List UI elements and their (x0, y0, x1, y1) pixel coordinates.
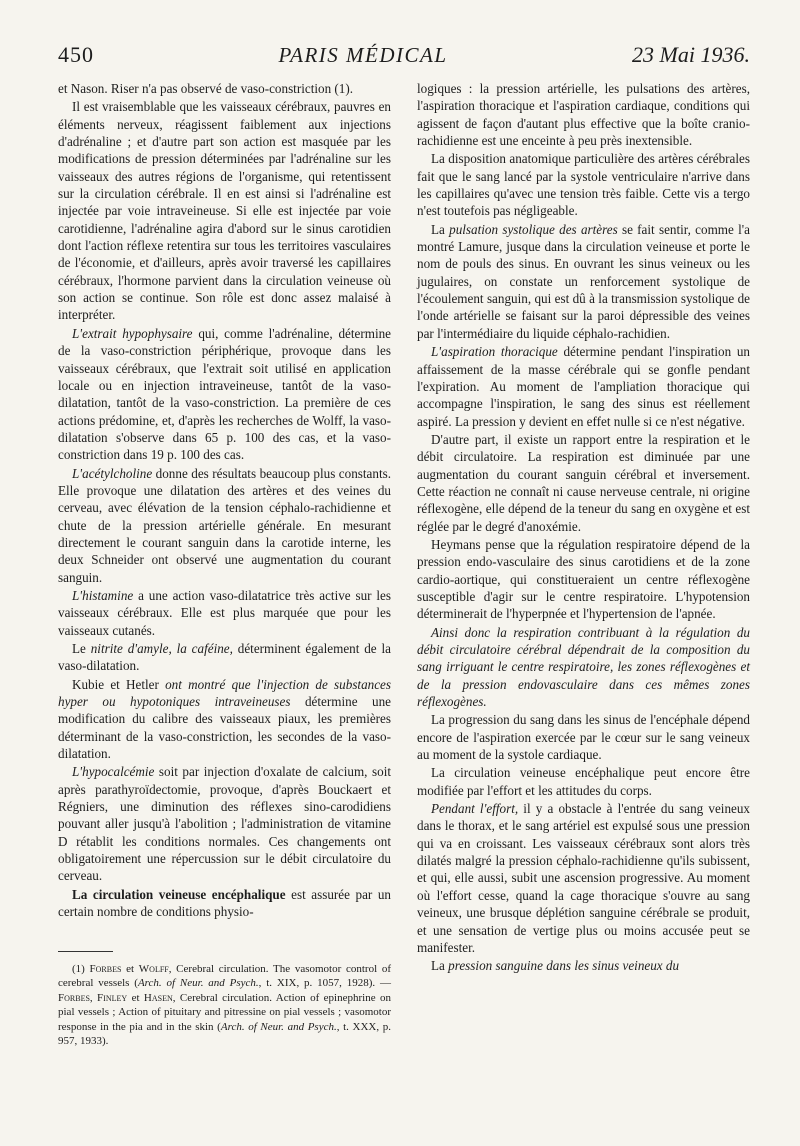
text-run: , t. XIX, p. 1057, 1928). — (258, 977, 391, 989)
paragraph: logiques : la pression artérielle, les pulsations des artères, l'aspiration thoracique et l'aspiration cardiaque, conditions qui agissent de façon d'autant plus effective que la boîte cranio-rachidienne est une enceinte à peu près inextensible. (417, 81, 750, 149)
journal-title: PARIS MÉDICAL (278, 43, 448, 67)
author-name: Wolff (138, 962, 169, 975)
paragraph: La progression du sang dans les sinus de l'encéphale dépend encore de l'aspiration exercée par le cœur sur le sang veineux au moment de la systole cardiaque. (417, 712, 750, 763)
text-run: déterminent également de la vaso-dilatation. (58, 641, 391, 674)
paragraph (417, 343, 750, 430)
paragraph: D'autre part, il existe un rapport entre la respiration et le débit circulatoire. La respiration est diminuée par une augmentation du courant sanguin cérébral et inversement. Cette réaction ne connaît ni cause nerveuse centrale, ni origine réflexogène, elle dépend de la teneur du sang en oxygène et est réglée par le degré d'anoxémie. (417, 431, 750, 534)
emphasis: nitrite d'amyle, la caféine, (90, 641, 233, 656)
emphasis: L'hypocalcémie (72, 764, 155, 780)
paragraph (58, 587, 391, 639)
text-run: Le (72, 641, 91, 656)
text-run: soit par injection d'oxalate de calcium, soit après parathyroïdectomie, provoque, d'après Bouckaert et Régniers, une diminution des réflexes sino-carodidiens pouvant aller jusqu'à l'abolition ; l'administration de vitamine D rétablit les conditions normales. Ces changements ont obligatoirement une répercussion sur le débit circulatoire du cerveau. (58, 764, 391, 884)
author-name: Forbes, Finley (58, 991, 128, 1004)
emphasis: pression sanguine dans les sinus veineux du (448, 958, 680, 974)
emphasis: pulsation systolique des artères (449, 221, 618, 237)
text-run: La (431, 221, 450, 237)
text-run: , t. XXX, p. 957, 1933). (58, 1020, 392, 1047)
paragraph: Heymans pense que la régulation respiratoire dépend de la pression endo-vasculaire des sinus carotidiens et de la zone cardio-aortique, qui constitueraient un centre réflexogène susceptible d'agir sur le centre respiratoire. L'hypotension déterminerait de l'hyperpnée et l'hypertension de l'apnée. (417, 536, 750, 622)
text-run: se fait sentir, comme l'a montré Lamure, jusque dans la circulation veineuse et porte le nom de pouls des sinus. En ouvrant les sinus veineux ou les jugulaires, on constate un renforcement systolique de l'écoulement sanguin, qui est dû à la transmission systolique de l'onde artérielle se faisant sur la paroi dépressible des veines par l'intermédiaire du liquide céphalo-rachidien. (417, 221, 750, 341)
left-column (58, 80, 391, 1049)
paragraph (417, 221, 750, 342)
paragraph (417, 800, 750, 956)
paragraph: La circulation veineuse encéphalique peut encore être modifiée par l'effort et les attitudes du corps. (417, 765, 750, 798)
journal-ref: Arch. of Neur. and Psych. (137, 977, 259, 989)
paragraph (58, 886, 391, 921)
emphasis: L'aspiration thoracique (431, 344, 558, 360)
italic-paragraph: Ainsi donc la respiration contribuant à la régulation du débit circulatoire cérébral dépendrait de la composition du sang irriguant le centre respiratoire, les zones réflexogènes et de la pression endovasculaire dans ces mêmes zones réflexogènes. (417, 624, 750, 710)
right-column (417, 80, 750, 1049)
text-run: et (121, 962, 139, 975)
footnote-rule (58, 951, 113, 952)
text-run: a une action vaso-dilatatrice très active sur les vaisseaux cérébraux. Elle est plus marquée que pour les vaisseaux cutanés. (58, 587, 391, 638)
section-heading: La circulation veineuse encéphalique (72, 886, 286, 902)
paragraph (58, 676, 391, 763)
issue-date: 23 Mai 1936. (632, 42, 750, 67)
page-number: 450 (58, 42, 94, 67)
paragraph: La disposition anatomique particulière des artères cérébrales fait que le sang lancé par la systole ventriculaire n'arrive dans les capillaires qu'avec une tension très faible. Cette vis a tergo n'est toutefois pas négligeable. (417, 151, 750, 219)
text-run: est assurée par un certain nombre de conditions physio- (58, 886, 391, 920)
running-header (58, 42, 750, 78)
text-run: qui, comme l'adrénaline, détermine de la vaso-constriction périphérique, provoque dans les vaisseaux cérébraux, que l'extrait soit utilisé en application locale ou en injection intraveineuse, tantôt de la vaso-dilatation, tantôt de la vaso-constriction. La première de ces actions prédomine, et, d'après les recherches de Wolff, la vaso-dilatation s'observe dans 65 p. 100 des cas, et la vaso-constriction dans 19 p. 100 des cas. (58, 325, 391, 463)
journal-ref: Arch. of Neur. and Psych. (220, 1020, 337, 1033)
paragraph: Il est vraisemblable que les vaisseaux cérébraux, pauvres en éléments nerveux, réagissent faiblement aux injections d'adrénaline ; et d'autre part son action est masquée par les modifications de pression déterminées par l'adrénaline sur les vaisseaux des autres régions de l'organisme, qui retentissent sur la circulation cérébrale. Il en est ainsi si l'adrénaline est injectée par voie intraveineuse. Si elle est injectée par voie carotidienne, l'adrénaline agira d'abord sur le sinus carotidien dont l'action réflexe retentira sur tous les territoires vasculaires de l'économie, et d'ailleurs, après avoir traversé les capillaires cérébraux, l'hormone parvient dans la circulation veineuse où son action se continue. Son rôle est donc assez malaisé à interpréter. (58, 99, 391, 323)
text-run: et (127, 991, 144, 1004)
text-run: détermine pendant l'inspiration un affaissement de la masse cérébrale qui se gonfle pendant l'expiration. Au moment de l'ampliation thoracique qui accompagne l'inspiration, le sang des sinus est réellement aspiré. La pression y devient en effet nulle si ce n'est négative. (417, 344, 750, 429)
author-name: Hasen (143, 991, 173, 1004)
emphasis: L'extrait hypophysaire (72, 325, 193, 341)
text-run: , Cerebral circulation. Action of epinephrine on pial vessels ; Action of pituitary and pitressine on pial vessels ; vasomotor response in the pia and in the skin ( (58, 991, 391, 1033)
paragraph (58, 465, 391, 586)
text-run: détermine une modification du calibre des vaisseaux piaux, les premières déterminant de la vaso-constriction, les secondes de la vaso-dilatation. (58, 694, 391, 762)
paragraph: et Nason. Riser n'a pas observé de vaso-constriction (1). (58, 81, 354, 96)
text-run: Kubie et Hetler (72, 676, 166, 692)
text-run: il y a obstacle à l'entrée du sang veineux dans le thorax, et le sang artériel est expulsé sous une pression qui va en croissant. Les vaisseaux cérébraux sont alors très dilatés malgré la pression céphalo-rachidienne qu'ils subissent, et qui, elle aussi, subit une ascension progressive. Au moment où l'effort cesse, quand la cage thoracique s'ouvre au sang veineux, une brusque déplétion sanguine cérébrale se produit, et une sensation de vertige plus ou moins accusée peut se manifester. (417, 801, 750, 955)
author-name: Forbes (89, 962, 122, 975)
text-run: , Cerebral circulation. The vasomotor control of cerebral vessels ( (58, 962, 391, 989)
emphasis: ont montré que l'injection de substances hyper ou hypotoniques intraveineuses (58, 676, 391, 710)
paragraph (417, 957, 750, 974)
text-run: La (431, 958, 449, 974)
emphasis: L'histamine (72, 587, 134, 603)
paragraph (58, 763, 391, 884)
text-run: donne des résultats beaucoup plus constants. Elle provoque une dilatation des artères et des veines du cerveau, avec élévation de la tension céphalo-rachidienne et chute de la pression artérielle générale. En mesurant directement le courant sanguin dans la carotide interne, les deux Schneider ont observé une augmentation du courant sanguin. (58, 465, 391, 585)
paragraph (58, 640, 391, 675)
text-run: (1) (72, 962, 90, 975)
footnote (58, 962, 391, 1049)
emphasis: L'acétylcholine (72, 465, 153, 481)
paragraph (58, 325, 391, 464)
two-column-body (58, 80, 750, 1049)
emphasis: Pendant l'effort, (431, 801, 519, 817)
